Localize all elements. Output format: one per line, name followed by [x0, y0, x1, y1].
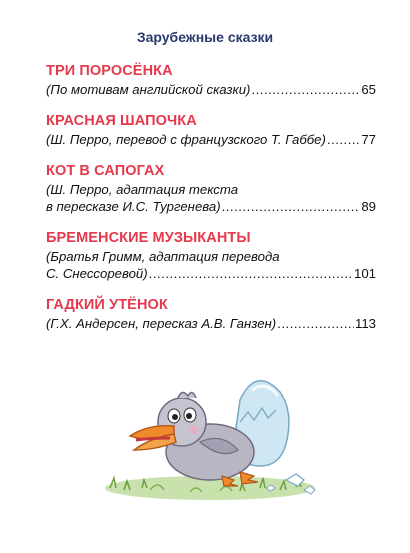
- entry-description: (Братья Гримм, адаптация перевода: [46, 249, 280, 264]
- entry-page-line: [46, 265, 376, 282]
- page-number: 77: [361, 132, 376, 147]
- entry-title: КОТ В САПОГАХ: [46, 163, 165, 179]
- entry-page-line: [46, 81, 376, 98]
- entry-title: ГАДКИЙ УТЁНОК: [46, 297, 168, 313]
- entry-description: (Ш. Перро, перевод с французского Т. Габбе): [46, 132, 326, 147]
- entry-page-line: [46, 315, 376, 332]
- page-number: 113: [354, 316, 376, 331]
- entry-description: С. Снессоревой): [46, 266, 148, 281]
- dot-leader: [251, 81, 360, 98]
- toc-entry-ugly-duckling[interactable]: [46, 296, 376, 332]
- toc-entry-bremen-musicians[interactable]: [46, 229, 376, 282]
- page-number: 65: [361, 82, 376, 97]
- toc-entry-three-piglets[interactable]: [46, 62, 376, 98]
- dot-leader: [149, 265, 353, 282]
- toc-entry-puss-in-boots[interactable]: [46, 162, 376, 215]
- entry-title: ТРИ ПОРОСЁНКА: [46, 63, 173, 79]
- page-number: 101: [353, 266, 376, 281]
- entry-page-line: [46, 198, 376, 215]
- entry-title: КРАСНАЯ ШАПОЧКА: [46, 113, 197, 129]
- duckling-hatching-from-egg-icon: [90, 360, 330, 510]
- entry-description: (Г.Х. Андерсен, пересказ А.В. Ганзен): [46, 316, 277, 331]
- entry-description: (Ш. Перро, адаптация текста: [46, 182, 239, 197]
- entry-description: в пересказе И.С. Тургенева): [46, 199, 221, 214]
- page-number: 89: [361, 199, 376, 214]
- toc-entry-little-red-riding-hood[interactable]: [46, 112, 376, 148]
- dot-leader: [327, 131, 360, 148]
- dot-leader: [277, 315, 354, 332]
- entry-title: БРЕМЕНСКИЕ МУЗЫКАНТЫ: [46, 230, 251, 246]
- section-heading: Зарубежные сказки: [136, 29, 274, 45]
- table-of-contents: [46, 62, 376, 346]
- entry-page-line: [46, 131, 376, 148]
- dot-leader: [222, 198, 361, 215]
- entry-description: (По мотивам английской сказки): [46, 82, 251, 97]
